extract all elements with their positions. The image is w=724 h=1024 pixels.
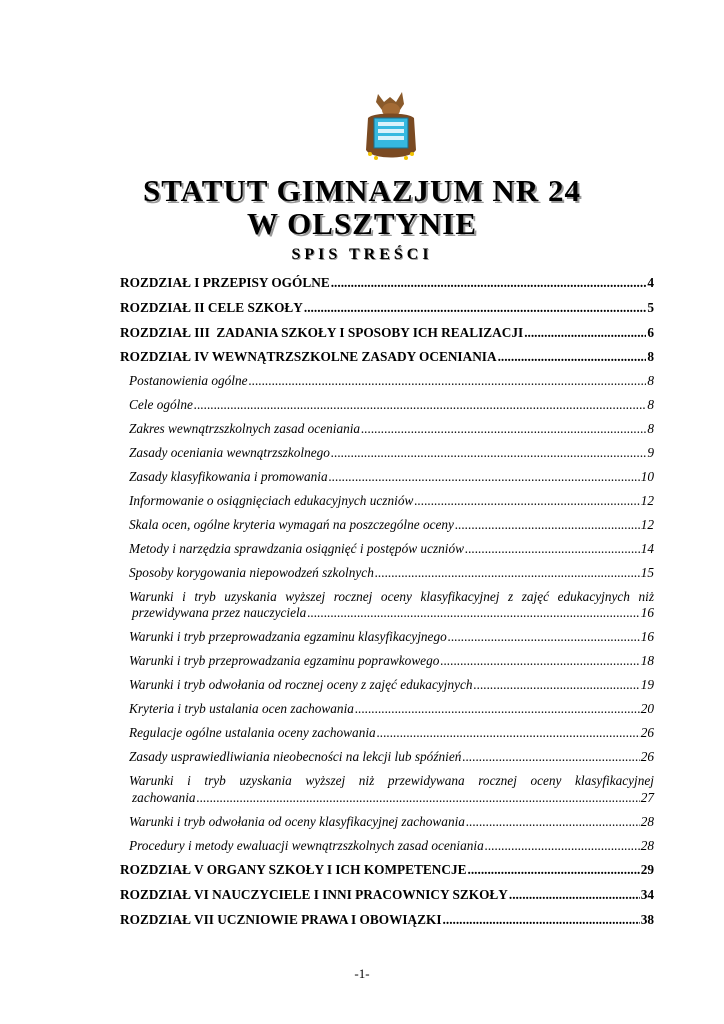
toc-section[interactable]: Cele ogólne ..... 8 (129, 397, 654, 413)
toc-section[interactable]: Warunki i tryb przeprowadzania egzaminu klasyfikacyjnego ..... 16 (129, 629, 654, 645)
page-number: -1- (354, 966, 370, 981)
toc-chapter-3[interactable]: ROZDZIAŁ III ZADANIA SZKOŁY I SPOSOBY ICH REALIZACJI ..... 6 (120, 325, 654, 341)
toc-chapter-2[interactable]: ROZDZIAŁ II CELE SZKOŁY ..... 5 (120, 300, 654, 316)
toc-section[interactable]: Skala ocen, ogólne kryteria wymagań na poszczególne oceny ..... 12 (129, 517, 654, 533)
toc-section[interactable]: Sposoby korygowania niepowodzeń szkolnych ..... 15 (129, 565, 654, 581)
toc-chapter-1[interactable]: ROZDZIAŁ I PRZEPISY OGÓLNE ..... 4 (120, 275, 654, 291)
toc-chapter-7[interactable]: ROZDZIAŁ VII UCZNIOWIE PRAWA I OBOWIĄZKI ..... 38 (120, 912, 654, 928)
toc-chapter-4[interactable]: ROZDZIAŁ IV WEWNĄTRZSZKOLNE ZASADY OCENIANIA ..... 8 (120, 349, 654, 365)
toc-section[interactable]: Metody i narzędzia sprawdzania osiągnięć i postępów uczniów ..... 14 (129, 541, 654, 557)
toc-section[interactable]: Postanowienia ogólne ..... 8 (129, 373, 654, 389)
toc-chapter-5[interactable]: ROZDZIAŁ V ORGANY SZKOŁY I ICH KOMPETENCJE ..... 29 (120, 862, 654, 878)
toc-section-wrapped-line1[interactable]: Warunki i tryb uzyskania wyższej niż przewidywana rocznej oceny klasyfikacyjnej (129, 773, 654, 788)
toc-section[interactable]: Informowanie o osiągnięciach edukacyjnych uczniów ..... 12 (129, 493, 654, 509)
toc-chapter-6[interactable]: ROZDZIAŁ VI NAUCZYCIELE I INNI PRACOWNICY SZKOŁY ..... 34 (120, 887, 654, 903)
document-title-line1: STATUT GIMNAZJUM NR 24 (143, 173, 581, 208)
document-title-line2: W OLSZTYNIE (246, 206, 478, 241)
toc-section-wrapped-line1[interactable]: Warunki i tryb uzyskania wyższej rocznej oceny klasyfikacyjnej z zajęć edukacyjnych niż (129, 589, 654, 604)
toc-section-wrapped-line2[interactable]: zachowania ..... 27 (132, 790, 654, 806)
toc-section[interactable]: Kryteria i tryb ustalania ocen zachowania ..... 20 (129, 701, 654, 717)
toc-section[interactable]: Warunki i tryb przeprowadzania egzaminu poprawkowego ..... 18 (129, 653, 654, 669)
toc-heading: SPIS TREŚCI (291, 246, 433, 263)
toc-section[interactable]: Warunki i tryb odwołania od oceny klasyfikacyjnej zachowania ..... 28 (129, 814, 654, 830)
toc-section[interactable]: Procedury i metody ewaluacji wewnątrzszkolnych zasad oceniania ..... 28 (129, 838, 654, 854)
toc-section[interactable]: Warunki i tryb odwołania od rocznej oceny z zajęć edukacyjnych ..... 19 (129, 677, 654, 693)
toc-section[interactable]: Zasady usprawiedliwiania nieobecności na lekcji lub spóźnień ..... 26 (129, 749, 654, 765)
toc-section[interactable]: Zasady oceniania wewnątrzszkolnego ..... 9 (129, 445, 654, 461)
toc-section-wrapped-line2[interactable]: przewidywana przez nauczyciela ..... 16 (132, 605, 654, 621)
toc-section[interactable]: Zakres wewnątrzszkolnych zasad oceniania ..... 8 (129, 421, 654, 437)
school-crest-logo (360, 88, 422, 164)
toc-section[interactable]: Zasady klasyfikowania i promowania ..... 10 (129, 469, 654, 485)
toc-section[interactable]: Regulacje ogólne ustalania oceny zachowania ..... 26 (129, 725, 654, 741)
